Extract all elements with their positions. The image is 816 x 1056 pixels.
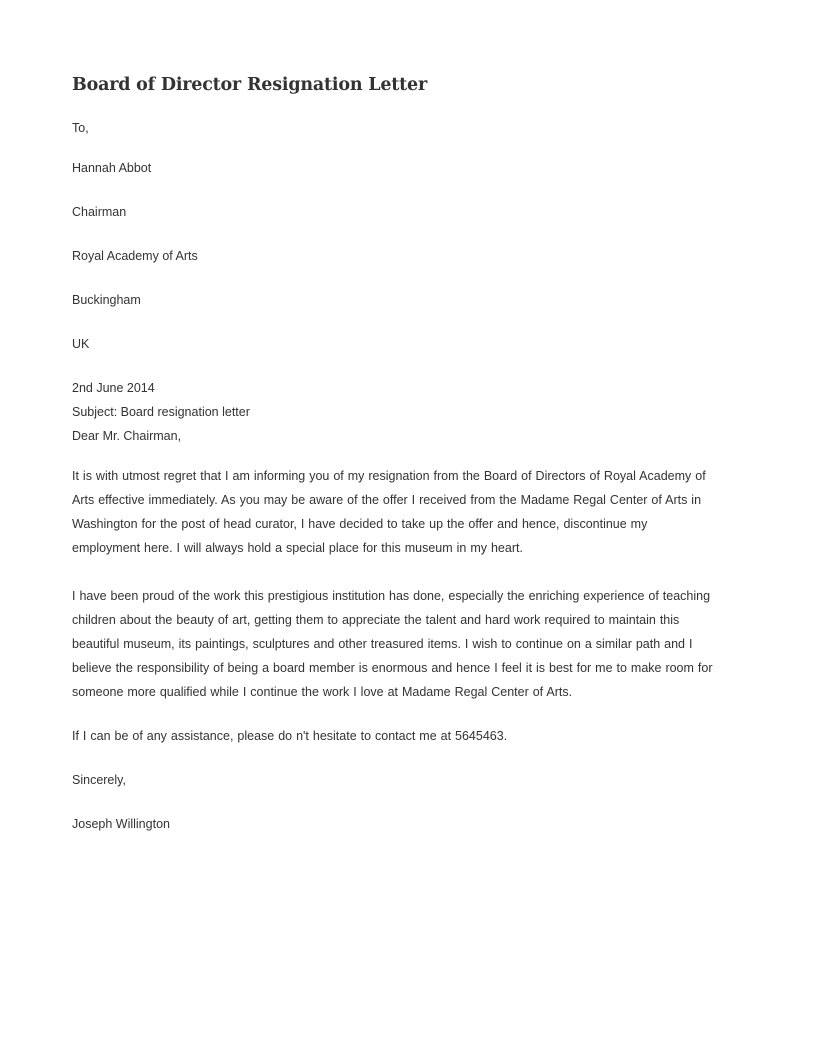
letter-closing: Sincerely, xyxy=(72,773,126,787)
letter-signature: Joseph Willington xyxy=(72,817,170,831)
letter-date: 2nd June 2014 xyxy=(72,381,155,395)
paragraph-line: It is with utmost regret that I am informing you of my resignation from the Board of Directors of Royal Academy of xyxy=(72,469,706,483)
salutation-to: To, xyxy=(72,121,89,135)
recipient-organization: Royal Academy of Arts xyxy=(72,249,198,263)
recipient-position: Chairman xyxy=(72,205,127,219)
paragraph-line: I have been proud of the work this prestigious institution has done, especially the enriching experience of teaching xyxy=(72,589,711,603)
recipient-city: Buckingham xyxy=(72,293,141,307)
paragraph-line: believe the responsibility of being a board member is enormous and hence I feel it is best for me to make room for xyxy=(72,661,713,675)
paragraph-line: employment here. I will always hold a special place for this museum in my heart. xyxy=(72,541,523,555)
letter-greeting: Dear Mr. Chairman, xyxy=(72,429,182,443)
paragraph-line: children about the beauty of art, getting them to appreciate the talent and hard work required to maintain this xyxy=(72,613,680,627)
paragraph-line: someone more qualified while I continue the work I love at Madame Regal Center of Arts. xyxy=(72,685,573,699)
letter-subject: Subject: Board resignation letter xyxy=(72,405,250,419)
paragraph-line: If I can be of any assistance, please do n't hesitate to contact me at 5645463. xyxy=(72,729,508,743)
letter-title: Board of Director Resignation Letter xyxy=(72,75,428,95)
recipient-name: Hannah Abbot xyxy=(72,161,152,175)
paragraph-line: beautiful museum, its paintings, sculptures and other treasured items. I wish to continue on a similar path and I xyxy=(72,637,693,651)
paragraph-line: Arts effective immediately. As you may be aware of the offer I received from the Madame Regal Center of Arts in xyxy=(72,493,702,507)
recipient-country: UK xyxy=(72,337,90,351)
paragraph-line: Washington for the post of head curator, I have decided to take up the offer and hence, discontinue my xyxy=(72,517,648,531)
